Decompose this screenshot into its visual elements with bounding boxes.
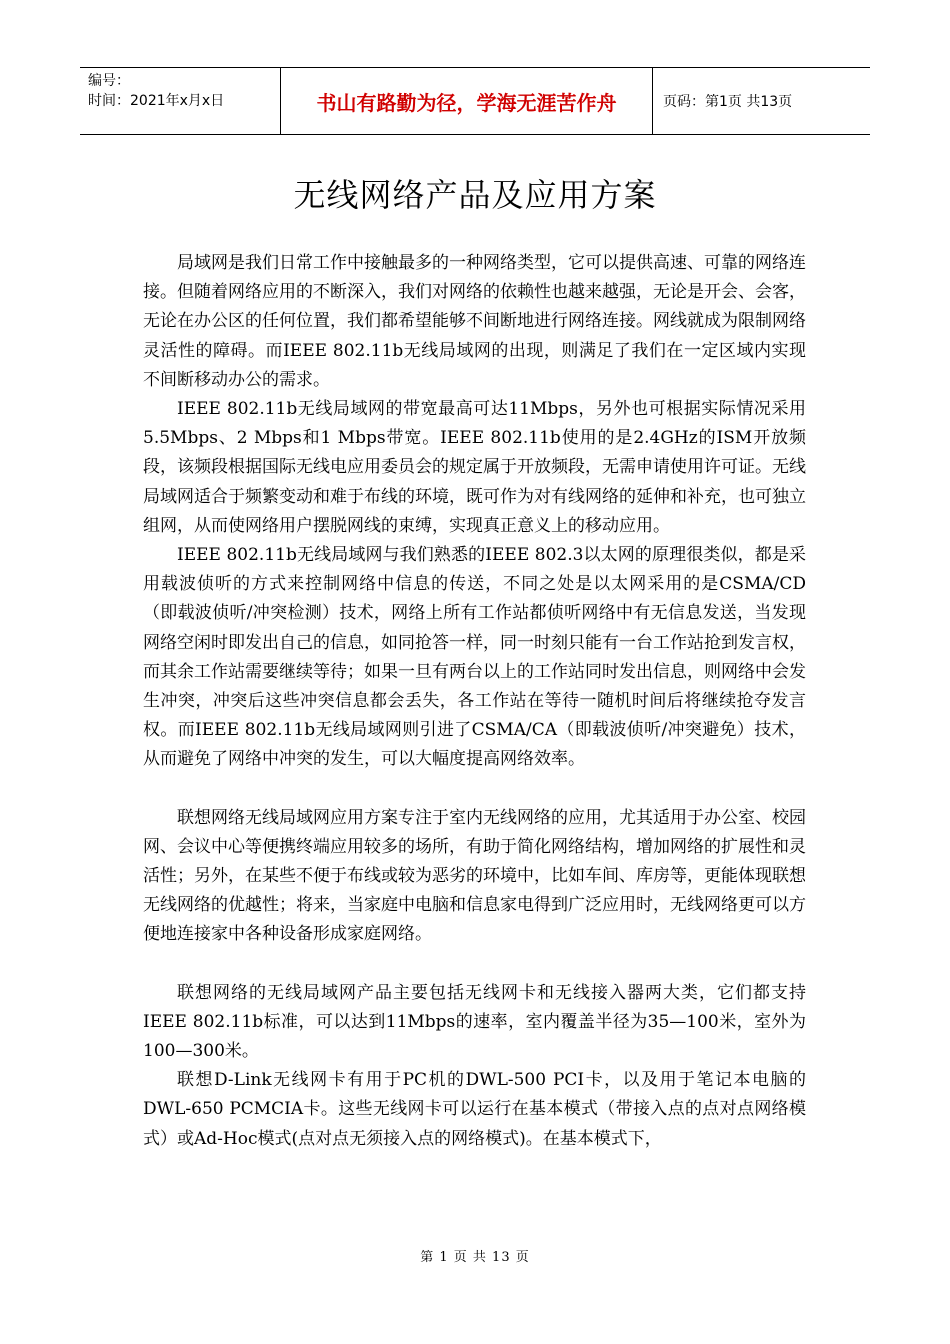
paragraph-3: IEEE 802.11b无线局域网与我们熟悉的IEEE 802.3以太网的原理很类似，都是采用载波侦听的方式来控制网络中信息的传送，不同之处是以太网采用的是CSMA/CD（即载波侦听/冲突检测）技术，网络上所有工作站都侦听网络中有无信息发送，当发现网络空闲时即发出自己的信息，如同抢答一样，同一时刻只能有一台工作站抢到发言权，而其余工作站需要继续等待；如果一旦有两台以上的工作站同时发出信息，则网络中会发生冲突，冲突后这些冲突信息都会丢失，各工作站在等待一随机时间后将继续抢夺发言权。而IEEE 802.11b无线局域网则引进了CSMA/CA（即载波侦听/冲突避免）技术，从而避免了网络中冲突的发生，可以大幅度提高网络效率。 xyxy=(143,545,806,770)
paragraph-5: 联想网络的无线局域网产品主要包括无线网卡和无线接入器两大类，它们都支持IEEE 802.11b标准，可以达到11Mbps的速率，室内覆盖半径为35—100米，室外为100—300米。 xyxy=(143,982,806,1062)
paragraph-2: IEEE 802.11b无线局域网的带宽最高可达11Mbps，另外也可根据实际情况采用5.5Mbps、2 Mbps和1 Mbps带宽。IEEE 802.11b使用的是2.4GHz的ISM开放频段，该频段根据国际无线电应用委员会的规定属于开放频段，无需申请使用许可证。无线局域网适合于频繁变动和难于布线的环境，既可作为对有线网络的延伸和补充，也可独立组网，从而使网络用户摆脱网线的束缚，实现真正意义上的移动应用。 xyxy=(143,399,806,536)
document-body xyxy=(143,249,806,1154)
paragraph-4: 联想网络无线局域网应用方案专注于室内无线网络的应用，尤其适用于办公室、校园网、会议中心等便携终端应用较多的场所，有助于简化网络结构，增加网络的扩展性和灵活性；另外，在某些不便于布线或较为恶劣的环境中，比如车间、库房等，更能体现联想无线网络的优越性；将来，当家庭中电脑和信息家电得到广泛应用时，无线网络更可以方便地连接家中各种设备形成家庭网络。 xyxy=(143,807,806,945)
paragraph-1: 局域网是我们日常工作中接触最多的一种网络类型，它可以提供高速、可靠的网络连接。但随着网络应用的不断深入，我们对网络的依赖性也越来越强，无论是开会、会客，无论在办公区的任何位置，我们都希望能够不间断地进行网络连接。网线就成为限制网络灵活性的障碍。而IEEE 802.11b无线局域网的出现，则满足了我们在一定区域内实现不间断移动办公的需求。 xyxy=(143,253,806,390)
document-time-label: 时间：2021年x月x日 xyxy=(88,93,225,109)
document-number-label: 编号： xyxy=(88,73,130,89)
paragraph-6: 联想D-Link无线网卡有用于PC机的DWL-500 PCI卡，以及用于笔记本电脑的DWL-650 PCMCIA卡。这些无线网卡可以运行在基本模式（带接入点的点对点网络模式）或Ad-Hoc模式(点对点无须接入点的网络模式)。在基本模式下， xyxy=(143,1070,806,1149)
page-footer: 第 1 页 共 13 页 xyxy=(420,1250,530,1265)
page-header xyxy=(80,67,870,135)
document-title: 无线网络产品及应用方案 xyxy=(293,176,657,214)
header-page-info: 页码：第1页 共13页 xyxy=(663,94,793,110)
header-left-cell xyxy=(80,68,280,134)
header-motto: 书山有路勤为径，学海无涯苦作舟 xyxy=(280,68,653,134)
